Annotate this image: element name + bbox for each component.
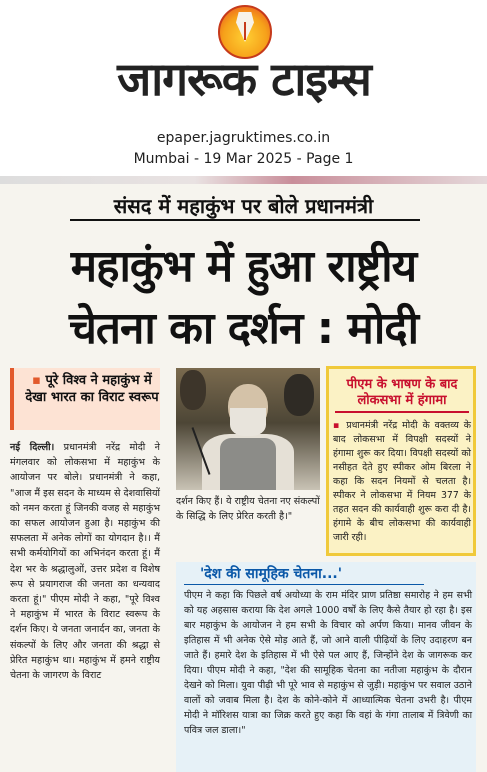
subhead-label: पूरे विश्व ने महाकुंभ में देखा भारत का विराट स्वरूप: [25, 373, 159, 405]
middle-column-text: दर्शन किए हैं। ये राष्ट्रीय चेतना नए संकल्पों के सिद्धि के लिए प्रेरित करती है।": [176, 496, 320, 522]
photo-beard: [230, 408, 266, 436]
sidebar-box-lok-sabha: [326, 366, 476, 556]
left-body-copy: प्रधानमंत्री नरेंद्र मोदी ने मंगलवार को लोकसभा में महाकुंभ के आयोजन पर बोले। प्रधानमंत्री ने कहा, "आज मैं इस सदन के माध्यम से देशवासियों को नमन करता हूं जिनकी वजह से महाकुंभ का सफल आयोजन हुआ है। महाकुंभ की सफलता में अनेक लोगों का योगदान है।। मैं सभी कर्मयोगियों का अभिनंदन करता हूं। मैं देश भर के श्रद्धालुओं, उत्तर प्रदेश व विशेष रूप से प्रयागराज की जनता का धन्यवाद करता हूं।" पीएम मोदी ने कहा, "पूरे विश्व ने महाकुंभ में भारत के विराट स्वरूप के दर्शन किए। ये जनता जनार्दन का, जनता के संकल्पों के लिए और जनता की श्रद्धा से प्रेरित महाकुंभ था। महाकुंभ में हमने राष्ट्रीय चेतना के जागरण के विराट: [10, 442, 161, 682]
left-body-text: [10, 440, 160, 683]
photo-vest: [220, 438, 276, 490]
masthead: [0, 0, 487, 175]
headline-line-2: चेतना का दर्शन : मोदी: [68, 303, 419, 354]
headline-line-1: महाकुंभ में हुआ राष्ट्रीय: [70, 241, 417, 292]
sidebar-box-heading: पीएम के भाषण के बाद लोकसभा में हंगामा: [346, 377, 458, 408]
bullet-icon: ▪: [32, 373, 46, 388]
article-kicker: संसद में महाकुंभ पर बोले प्रधानमंत्री: [113, 194, 374, 218]
sidebar-heading-underline: [335, 411, 469, 413]
dateline: नई दिल्ली।: [10, 442, 55, 453]
newspaper-logo[interactable]: जागरूक टाइम्स: [117, 52, 371, 106]
quote-box-heading: 'देश की सामूहिक चेतना...': [200, 566, 343, 582]
site-url[interactable]: epaper.jagruktimes.co.in: [156, 130, 331, 146]
pm-photo: [176, 368, 320, 490]
quote-box: [176, 562, 476, 772]
bullet-icon: ▪: [333, 420, 342, 431]
subhead-box: [10, 368, 160, 430]
page-top-strip: [0, 176, 487, 184]
quote-heading-underline: [184, 584, 424, 585]
edition-info: Mumbai - 19 Mar 2025 - Page 1: [133, 151, 354, 167]
sidebar-box-body: [333, 419, 471, 545]
sidebar-body-copy: प्रधानमंत्री नरेंद्र मोदी के वक्तव्य के बाद लोकसभा में विपक्षी सदस्यों ने हंगामा शुरू कर दिया। विपक्षी सदस्यों को नसीहत देते हुए स्पीकर ओम बिरला ने कहा कि सदन नियमों से चलता है। स्पीकर ने लोकसभा में नियम 377 के तहत सदन की कार्यवाही शुरू करा दी है। हंगामे के बीच लोकसभा की कार्यवाही जारी रही।: [333, 420, 472, 543]
background-person-2: [284, 374, 314, 416]
quote-box-body: पीएम ने कहा कि पिछले वर्ष अयोध्या के राम मंदिर प्राण प्रतिष्ठा समारोह ने हम सभी को यह अहसास कराया कि देश अगले 1000 वर्षों के लिए कैसे तैयार हो रहा है। इस बार महाकुंभ के आयोजन ने हम सभी के विचार को अर्पण किया। मानव जीवन के इतिहास में भी अनेक ऐसे मोड़ आते हैं, जो आने वाली पीढ़ियों के लिए उदाहरण बन जाते हैं। हमारे देश के इतिहास में भी ऐसे पल आए हैं, जिन्होंने देश के जागरूक कर दिया। पीएम मोदी ने कहा, "देश की सामूहिक चेतना का नतीजा महाकुंभ के दौरान देखने को मिला। युवा पीढ़ी भी पूरे भाव से महाकुंभ से जुड़ी। महाकुंभ पर सवाल उठाने वालों को जवाब मिला है। देश के कोने-कोने में आध्यात्मिक चेतना उभरी है। पीएम मोदी ने मॉरिशस यात्रा का जिक्र करते हुए कहा कि वहां के गंगा तालाब में त्रिवेणी का पवित्र जल डाला।": [184, 590, 472, 736]
article-headline: [0, 236, 487, 360]
subhead-text: [24, 372, 160, 406]
kicker-underline: [70, 219, 420, 221]
left-column: [10, 368, 165, 772]
pen-nib-slit: [244, 22, 246, 40]
background-person: [180, 370, 206, 410]
